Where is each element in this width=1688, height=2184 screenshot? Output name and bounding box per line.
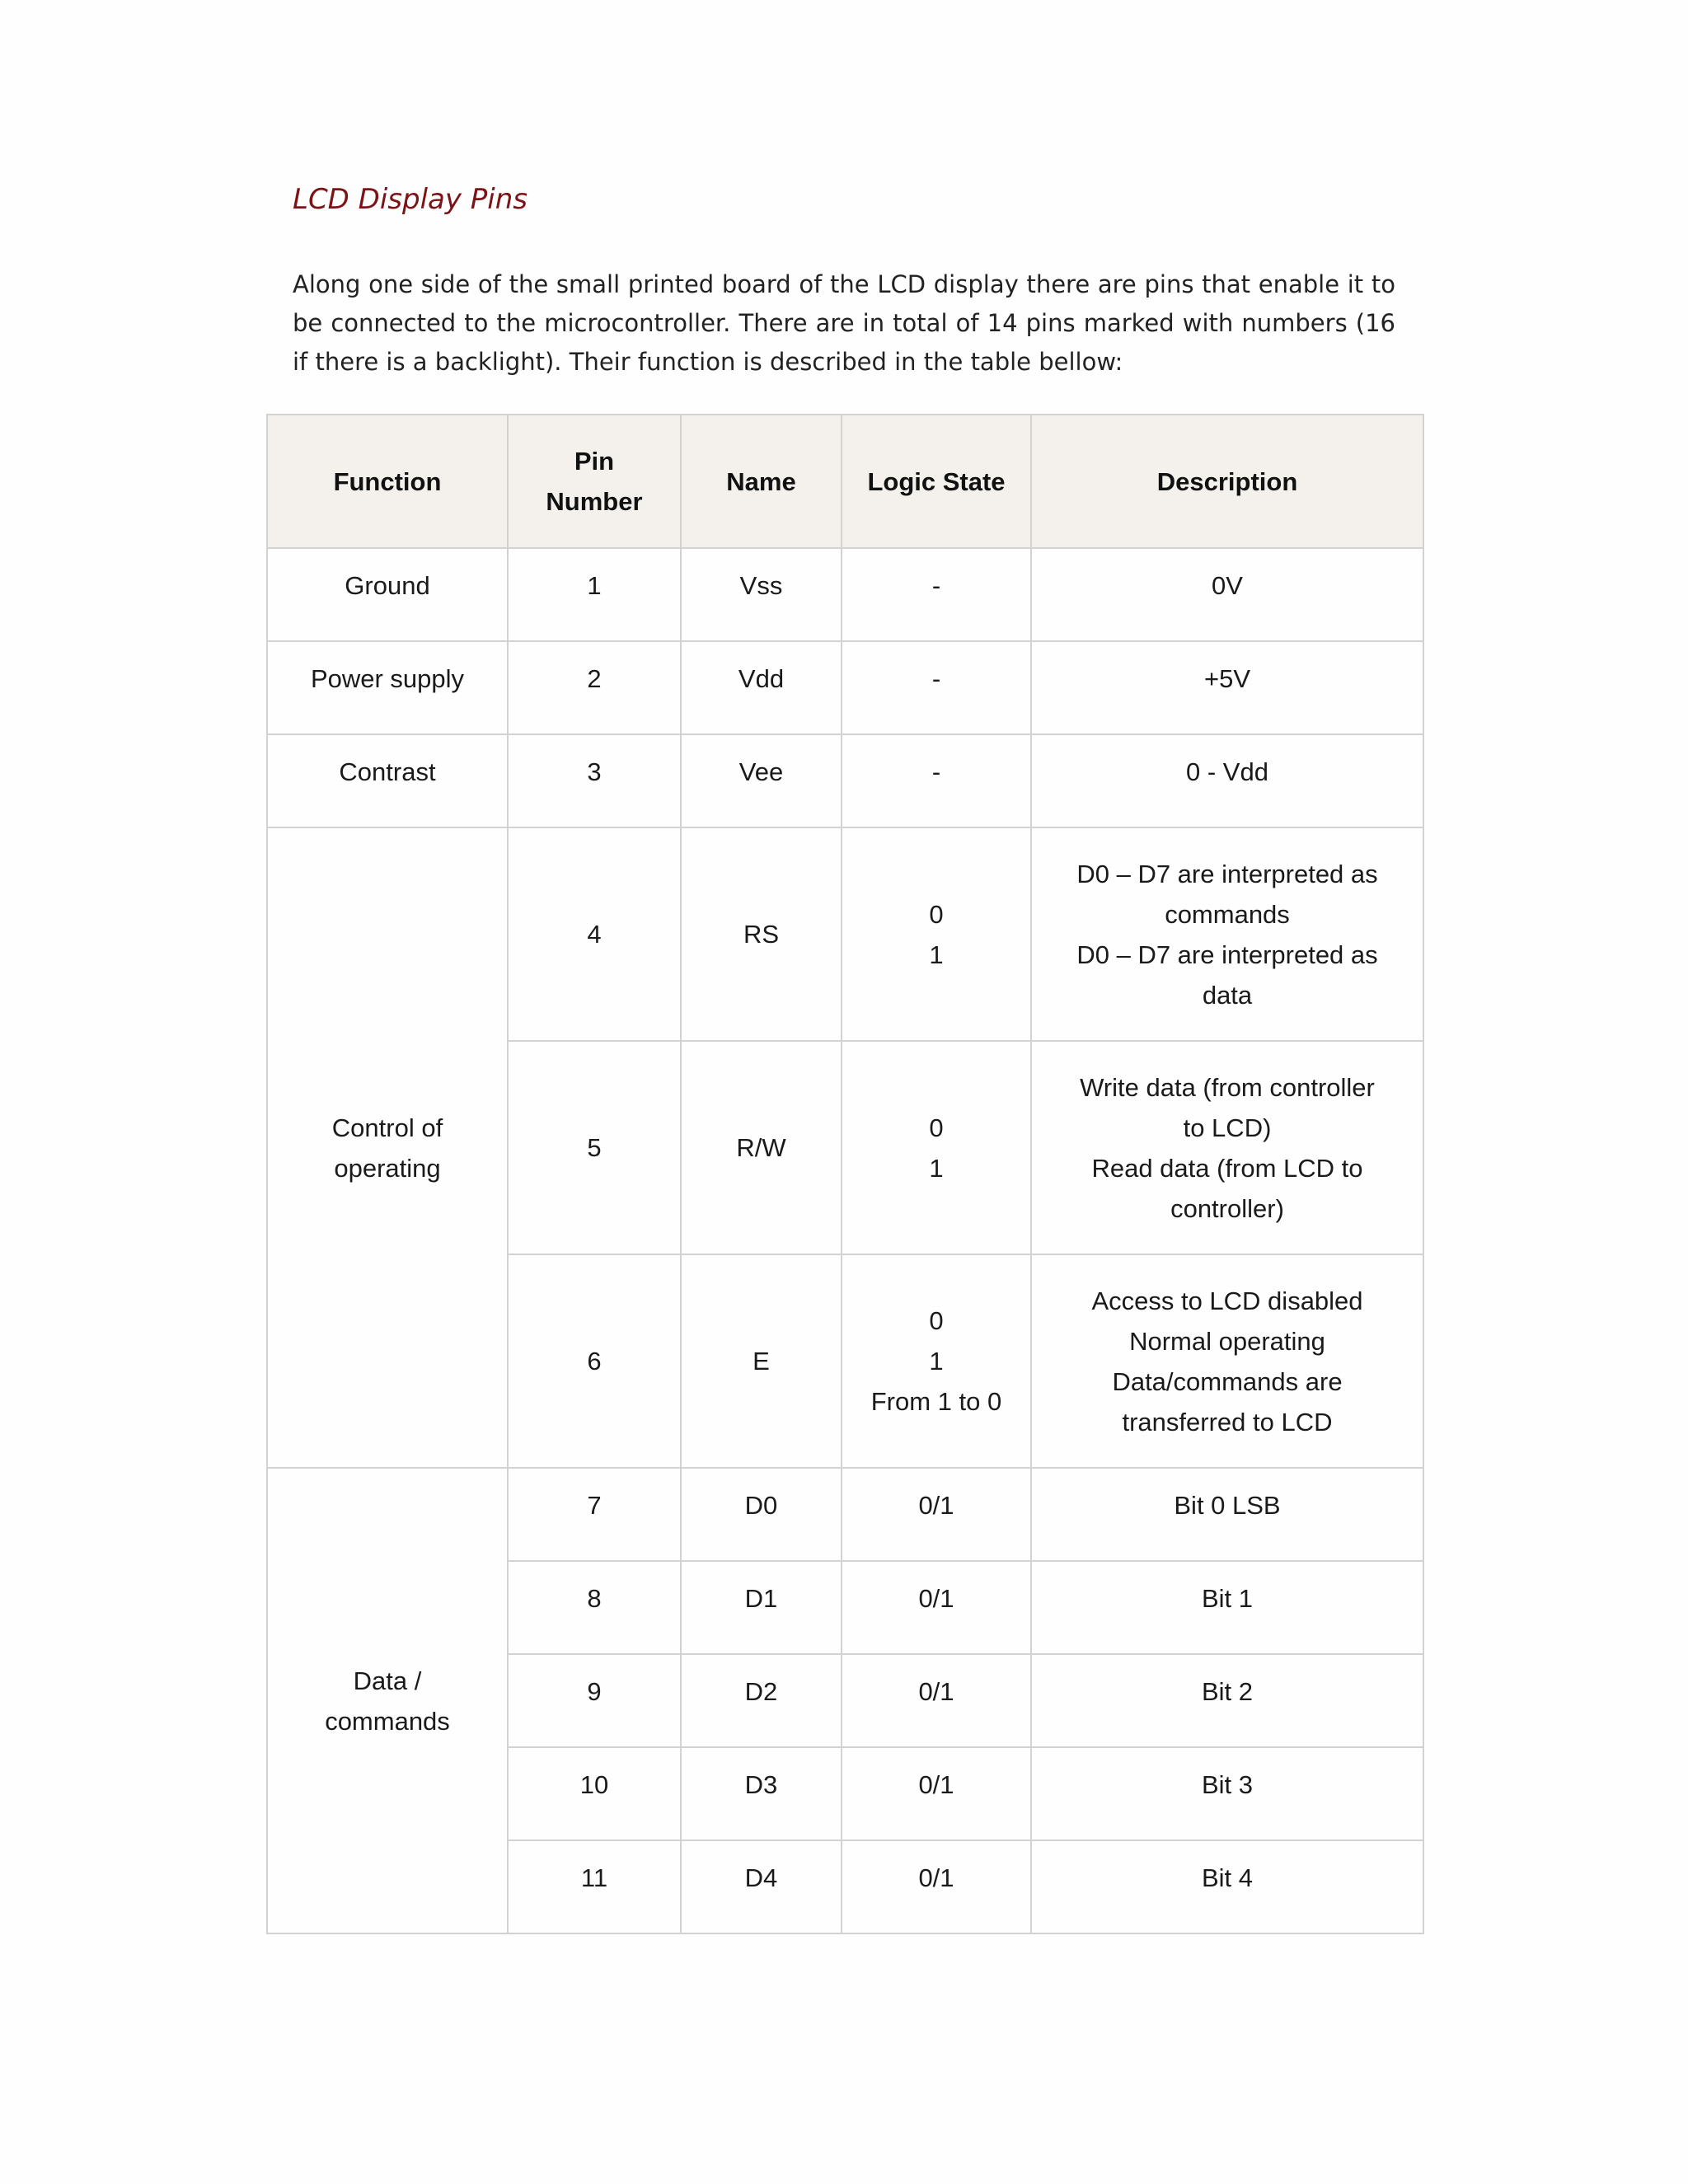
cell-description (1031, 827, 1423, 1041)
description-text: Bit 4 (1201, 1863, 1254, 1892)
cell-pin-number: 10 (508, 1747, 681, 1840)
function-text: Control of (331, 1113, 443, 1142)
lcd-pin-table (266, 414, 1424, 1934)
cell-name: E (681, 1254, 842, 1468)
cell-name: D0 (681, 1468, 842, 1561)
logic-state-text: 0/1 (918, 1584, 954, 1613)
logic-state-text: - (931, 757, 941, 786)
logic-state-text: 0/1 (918, 1677, 954, 1706)
cell-logic-state (842, 641, 1031, 734)
cell-pin-number: 5 (508, 1041, 681, 1254)
description-text: Access to LCD disabled (1091, 1286, 1363, 1315)
description-text: to LCD) (1183, 1113, 1272, 1142)
cell-description (1031, 548, 1423, 641)
cell-name: Vss (681, 548, 842, 641)
logic-state-text: 0/1 (918, 1770, 954, 1799)
logic-state-text: 0/1 (918, 1863, 954, 1892)
cell-description (1031, 1747, 1423, 1840)
cell-logic-state (842, 548, 1031, 641)
header-function: Function (267, 415, 508, 548)
description-text: controller) (1170, 1193, 1284, 1223)
header-name: Name (681, 415, 842, 548)
cell-name: Vee (681, 734, 842, 827)
cell-name: R/W (681, 1041, 842, 1254)
header-logic-state: Logic State (842, 415, 1031, 548)
cell-name: D2 (681, 1654, 842, 1747)
description-text: Read data (from LCD to (1091, 1153, 1363, 1183)
cell-logic-state (842, 1254, 1031, 1468)
cell-logic-state (842, 1468, 1031, 1561)
cell-description (1031, 1468, 1423, 1561)
table-body (267, 548, 1423, 1933)
cell-name: D4 (681, 1840, 842, 1933)
cell-pin-number: 9 (508, 1654, 681, 1747)
logic-state-text: From 1 to 0 (870, 1387, 1002, 1416)
header-pin-number (508, 415, 681, 548)
header-pin-line1: Pin (574, 447, 615, 476)
header-pin-line2: Number (546, 487, 643, 516)
description-text: Bit 1 (1201, 1584, 1254, 1613)
cell-name: Vdd (681, 641, 842, 734)
description-text: 0V (1212, 571, 1243, 600)
description-text: transferred to LCD (1122, 1407, 1333, 1436)
description-text: Data/commands are (1112, 1366, 1343, 1396)
cell-name: D1 (681, 1561, 842, 1654)
description-text: Bit 0 LSB (1174, 1491, 1281, 1520)
cell-function (267, 1468, 508, 1933)
description-text: data (1202, 980, 1253, 1010)
intro-paragraph: Along one side of the small printed board of the LCD display there are pins that enable it to be connected to the microcontroller. There are in total of 14 pins marked with numbers (16 if there is a backlight). Their function is described in the table bellow: (293, 270, 1395, 376)
logic-state-text: 0 (929, 899, 944, 929)
logic-state-text: 0/1 (918, 1491, 954, 1520)
cell-name: RS (681, 827, 842, 1041)
description-text: Bit 3 (1201, 1770, 1254, 1799)
description-text: 0 - Vdd (1186, 757, 1268, 786)
cell-description (1031, 641, 1423, 734)
cell-logic-state (842, 1561, 1031, 1654)
table-row (267, 734, 1423, 827)
cell-pin-number: 4 (508, 827, 681, 1041)
cell-pin-number: 2 (508, 641, 681, 734)
cell-logic-state (842, 1840, 1031, 1933)
function-text: commands (325, 1706, 450, 1736)
cell-description (1031, 1654, 1423, 1747)
function-text: Contrast (339, 757, 436, 786)
cell-logic-state (842, 1654, 1031, 1747)
cell-function (267, 734, 508, 827)
cell-function (267, 641, 508, 734)
description-text: commands (1165, 899, 1290, 929)
cell-name: D3 (681, 1747, 842, 1840)
cell-pin-number: 8 (508, 1561, 681, 1654)
table-row (267, 827, 1423, 1041)
description-text: Write data (from controller (1080, 1072, 1375, 1102)
logic-state-text: - (931, 664, 941, 693)
description-text: +5V (1203, 664, 1251, 693)
cell-description (1031, 1561, 1423, 1654)
function-text: operating (334, 1153, 441, 1183)
cell-pin-number: 11 (508, 1840, 681, 1933)
header-description: Description (1031, 415, 1423, 548)
logic-state-text: 0 (929, 1113, 944, 1142)
cell-logic-state (842, 734, 1031, 827)
table-row (267, 548, 1423, 641)
logic-state-text: 1 (929, 940, 944, 969)
cell-pin-number: 1 (508, 548, 681, 641)
cell-description (1031, 734, 1423, 827)
logic-state-text: - (931, 571, 941, 600)
logic-state-text: 1 (929, 1153, 944, 1183)
section-heading: LCD Display Pins (293, 183, 528, 216)
cell-description (1031, 1254, 1423, 1468)
cell-pin-number: 6 (508, 1254, 681, 1468)
description-text: D0 – D7 are interpreted as (1076, 859, 1378, 888)
table-header-row (267, 415, 1423, 548)
function-text: Ground (345, 571, 430, 600)
function-text: Power supply (310, 664, 465, 693)
cell-logic-state (842, 1747, 1031, 1840)
description-text: Normal operating (1129, 1326, 1325, 1356)
description-text: Bit 2 (1201, 1677, 1254, 1706)
cell-function (267, 548, 508, 641)
cell-function (267, 827, 508, 1468)
cell-description (1031, 1041, 1423, 1254)
cell-logic-state (842, 1041, 1031, 1254)
function-text: Data / (353, 1666, 422, 1695)
table-row (267, 1468, 1423, 1561)
logic-state-text: 1 (929, 1347, 944, 1376)
cell-logic-state (842, 827, 1031, 1041)
cell-pin-number: 7 (508, 1468, 681, 1561)
cell-pin-number: 3 (508, 734, 681, 827)
table-row (267, 641, 1423, 734)
cell-description (1031, 1840, 1423, 1933)
description-text: D0 – D7 are interpreted as (1076, 940, 1378, 969)
logic-state-text: 0 (929, 1306, 944, 1335)
